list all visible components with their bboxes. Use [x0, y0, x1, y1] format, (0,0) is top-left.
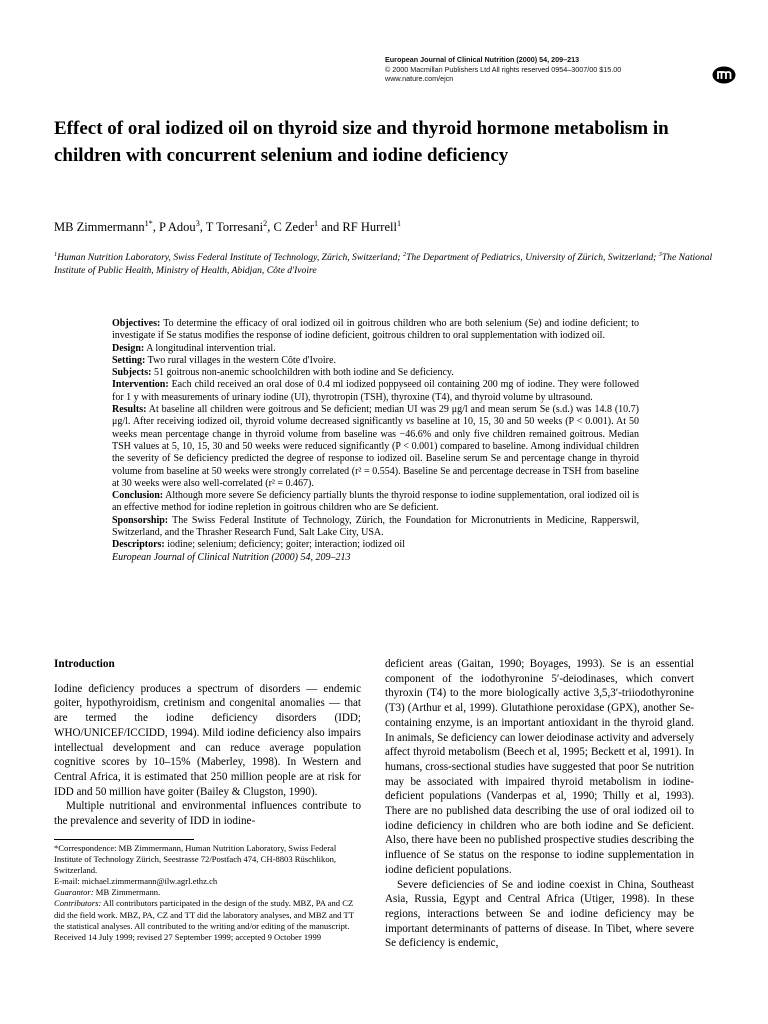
abstract-objectives: Objectives: To determine the efficacy of oral iodized oil in goitrous children who are both selenium (Se) and iodine deficient; to investigate if Se status modifies the response of iodine deficient, goitrous children to oral supplementation with iodized oil.	[112, 318, 640, 342]
guarantor-note: Guarantor: MB Zimmermann.	[54, 887, 161, 898]
journal-url[interactable]: www.nature.com/ejcn	[385, 74, 454, 83]
author-name: C Zeder	[273, 220, 315, 234]
affiliations: $^1$Human Nutrition Laboratory, Swiss Federal Institute of Technology, Zürich, Switzerland; $^2$The Department of Pediatrics, University of Zürich, Switzerland; $^3$The National Institute of Public Health, Ministry of Health, Abidjan, Côte d'Ivoire	[54, 250, 713, 276]
footnote-divider	[54, 839, 194, 840]
body-column-left	[54, 657, 361, 829]
author-name: MB Zimmermann	[54, 220, 145, 234]
article-title: Effect of oral iodized oil on thyroid size and thyroid hormone metabolism in children with concurrent selenium and iodine deficiency	[54, 118, 669, 166]
journal-line: European Journal of Clinical Nutrition (2000) 54, 209–213	[385, 55, 580, 64]
copyright-line: © 2000 Macmillan Publishers Ltd All rights reserved 0954–3007/00 $15.00	[385, 64, 622, 74]
abstract-results: Results: At baseline all children were goitrous and Se deficient; median UI was 29 μg/l and mean serum Se (s.d.) was 14.8 (10.7) μg/l. After receiving iodized oil, thyroid volume decreased significantly vs baseline at 10, 15, 30 and 50 weeks (P < 0.001). At 50 weeks mean percentage change in thyroid volume from baseline was −46.6% and only five children remained goitrous. Median TSH values at 5, 10, 15, 30 and 50 weeks were reduced significantly (P < 0.001) compared to baseline. Among individual children the severity of Se deficiency predicted the degree of response to iodized oil. Baseline serum Se and percentage change in thyroid volume from baseline at 50 weeks were strongly correlated (r² = 0.554). Baseline Se and percentage decrease in TSH from baseline at 30 weeks were also well-correlated (r² = 0.467).	[112, 404, 640, 489]
paragraph: Iodine deficiency produces a spectrum of disorders — endemic goiter, hypothyroidism, cretinism and congenital anomalies — that are termed the iodine deficiency disorders (IDD; WHO/UNICEF/ICCIDD, 1994). Mild iodine deficiency also impairs intellectual development and can reduce average population cognitive scores by 10–15% (Maberley, 1998). In Western and Central Africa, it is estimated that 250 million people are at risk for IDD and 50 million have goiter (Bailey & Clugston, 1990).	[54, 682, 361, 798]
body-column-right	[385, 657, 694, 951]
author-name: T Torresani	[205, 220, 264, 234]
correspondence-note: *Correspondence: MB Zimmermann, Human Nutrition Laboratory, Swiss Federal Institute of Technology Zürich, Seestrasse 72/Postfach 474, CH-8803 Rüschlikon, Switzerland.	[54, 843, 337, 876]
abstract-conclusion: Conclusion: Although more severe Se deficiency partially blunts the thyroid response to iodine supplementation, oral iodized oil is an effective method for iodine repletion in goitrous children who are Se deficient.	[112, 490, 639, 514]
received-note: Received 14 July 1999; revised 27 September 1999; accepted 9 October 1999	[54, 931, 322, 942]
email-note[interactable]: E-mail: michael.zimmermann@ilw.agrl.ethz.ch	[54, 876, 218, 887]
author-list: MB Zimmermann$^{1*}$, P Adou$^3$, T Torresani$^2$, C Zeder$^1$ and RF Hurrell$^1$	[54, 218, 401, 234]
author-name: P Adou	[158, 220, 196, 234]
publisher-logo-icon	[712, 66, 736, 84]
paragraph: deficient areas (Gaitan, 1990; Boyages, 1993). Se is an essential component of the iodothyronine 5′-deiodinases, which convert thyroxin (T4) to the more biologically active 3,5,3′-triiodothyronine (T3) (Arthur et al, 1999). Glutathione peroxidase (GPX), another Se-containing enzyme, is an important antioxidant in the thyroid gland. In animals, Se deficiency can lower deiodinase activity and adversely affect thyroid metabolism (Beech et al, 1995; Beckett et al, 1991). In humans, cross-sectional studies have suggested that poor Se nutrition may be associated with impaired thyroid metabolism in iodine-deficient populations (Vanderpas et al, 1990; Thilly et al, 1993). There are no published data describing the use of oral iodized oil to iodine deficiency in children who are both iodine and Se deficient. Also, there have been no published prospective studies describing the influence of Se status on the response to iodine supplementation in iodine deficient populations.	[385, 658, 694, 876]
footnotes	[54, 843, 362, 943]
abstract-design: Design: A longitudinal intervention trial.	[112, 342, 276, 354]
author-name: RF Hurrell	[342, 220, 397, 234]
paragraph: Multiple nutritional and environmental influences contribute to the prevalence and severity of IDD in iodine-	[54, 800, 361, 828]
paragraph: Severe deficiencies of Se and iodine coexist in China, Southeast Asia, Russia, Egypt and Central Africa (Utiger, 1998). In these regions, interactions between Se and iodine deficiency may be important determinants of patterns of disease. In Tibet, where severe Se deficiency is endemic,	[385, 878, 694, 950]
abstract-descriptors: Descriptors: iodine; selenium; deficiency; goiter; interaction; iodized oil	[112, 539, 405, 551]
abstract	[112, 318, 639, 564]
abstract-citation: European Journal of Clinical Nutrition (2000) 54, 209–213	[112, 551, 351, 563]
abstract-setting: Setting: Two rural villages in the western Côte d'Ivoire.	[112, 354, 336, 366]
abstract-sponsorship: Sponsorship: The Swiss Federal Institute of Technology, Zürich, the Foundation for Micronutrients in Medicine, Rapperswil, Switzerland, and the Thrasher Research Fund, Salt Lake City, USA.	[112, 514, 639, 539]
abstract-subjects: Subjects: 51 goitrous non-anemic schoolchildren with both iodine and Se deficiency.	[112, 367, 454, 379]
abstract-intervention: Intervention: Each child received an oral dose of 0.4 ml iodized poppyseed oil containing 200 mg of iodine. They were followed for 1 y with measurements of urinary iodine (UI), thyrotropin (TSH), thyroxine (T4), and thyroid volume by ultrasound.	[112, 379, 640, 403]
contributors-note: Contributors: All contributors participated in the design of the study. MBZ, PA and CZ did the field work. MBZ, PA, CZ and TT did the laboratory analyses, and MBZ and TT the statistical analyses. All contributed to the writing and/or editing of the manuscript.	[54, 898, 354, 931]
section-heading-introduction: Introduction	[54, 658, 115, 670]
journal-header	[385, 55, 685, 84]
